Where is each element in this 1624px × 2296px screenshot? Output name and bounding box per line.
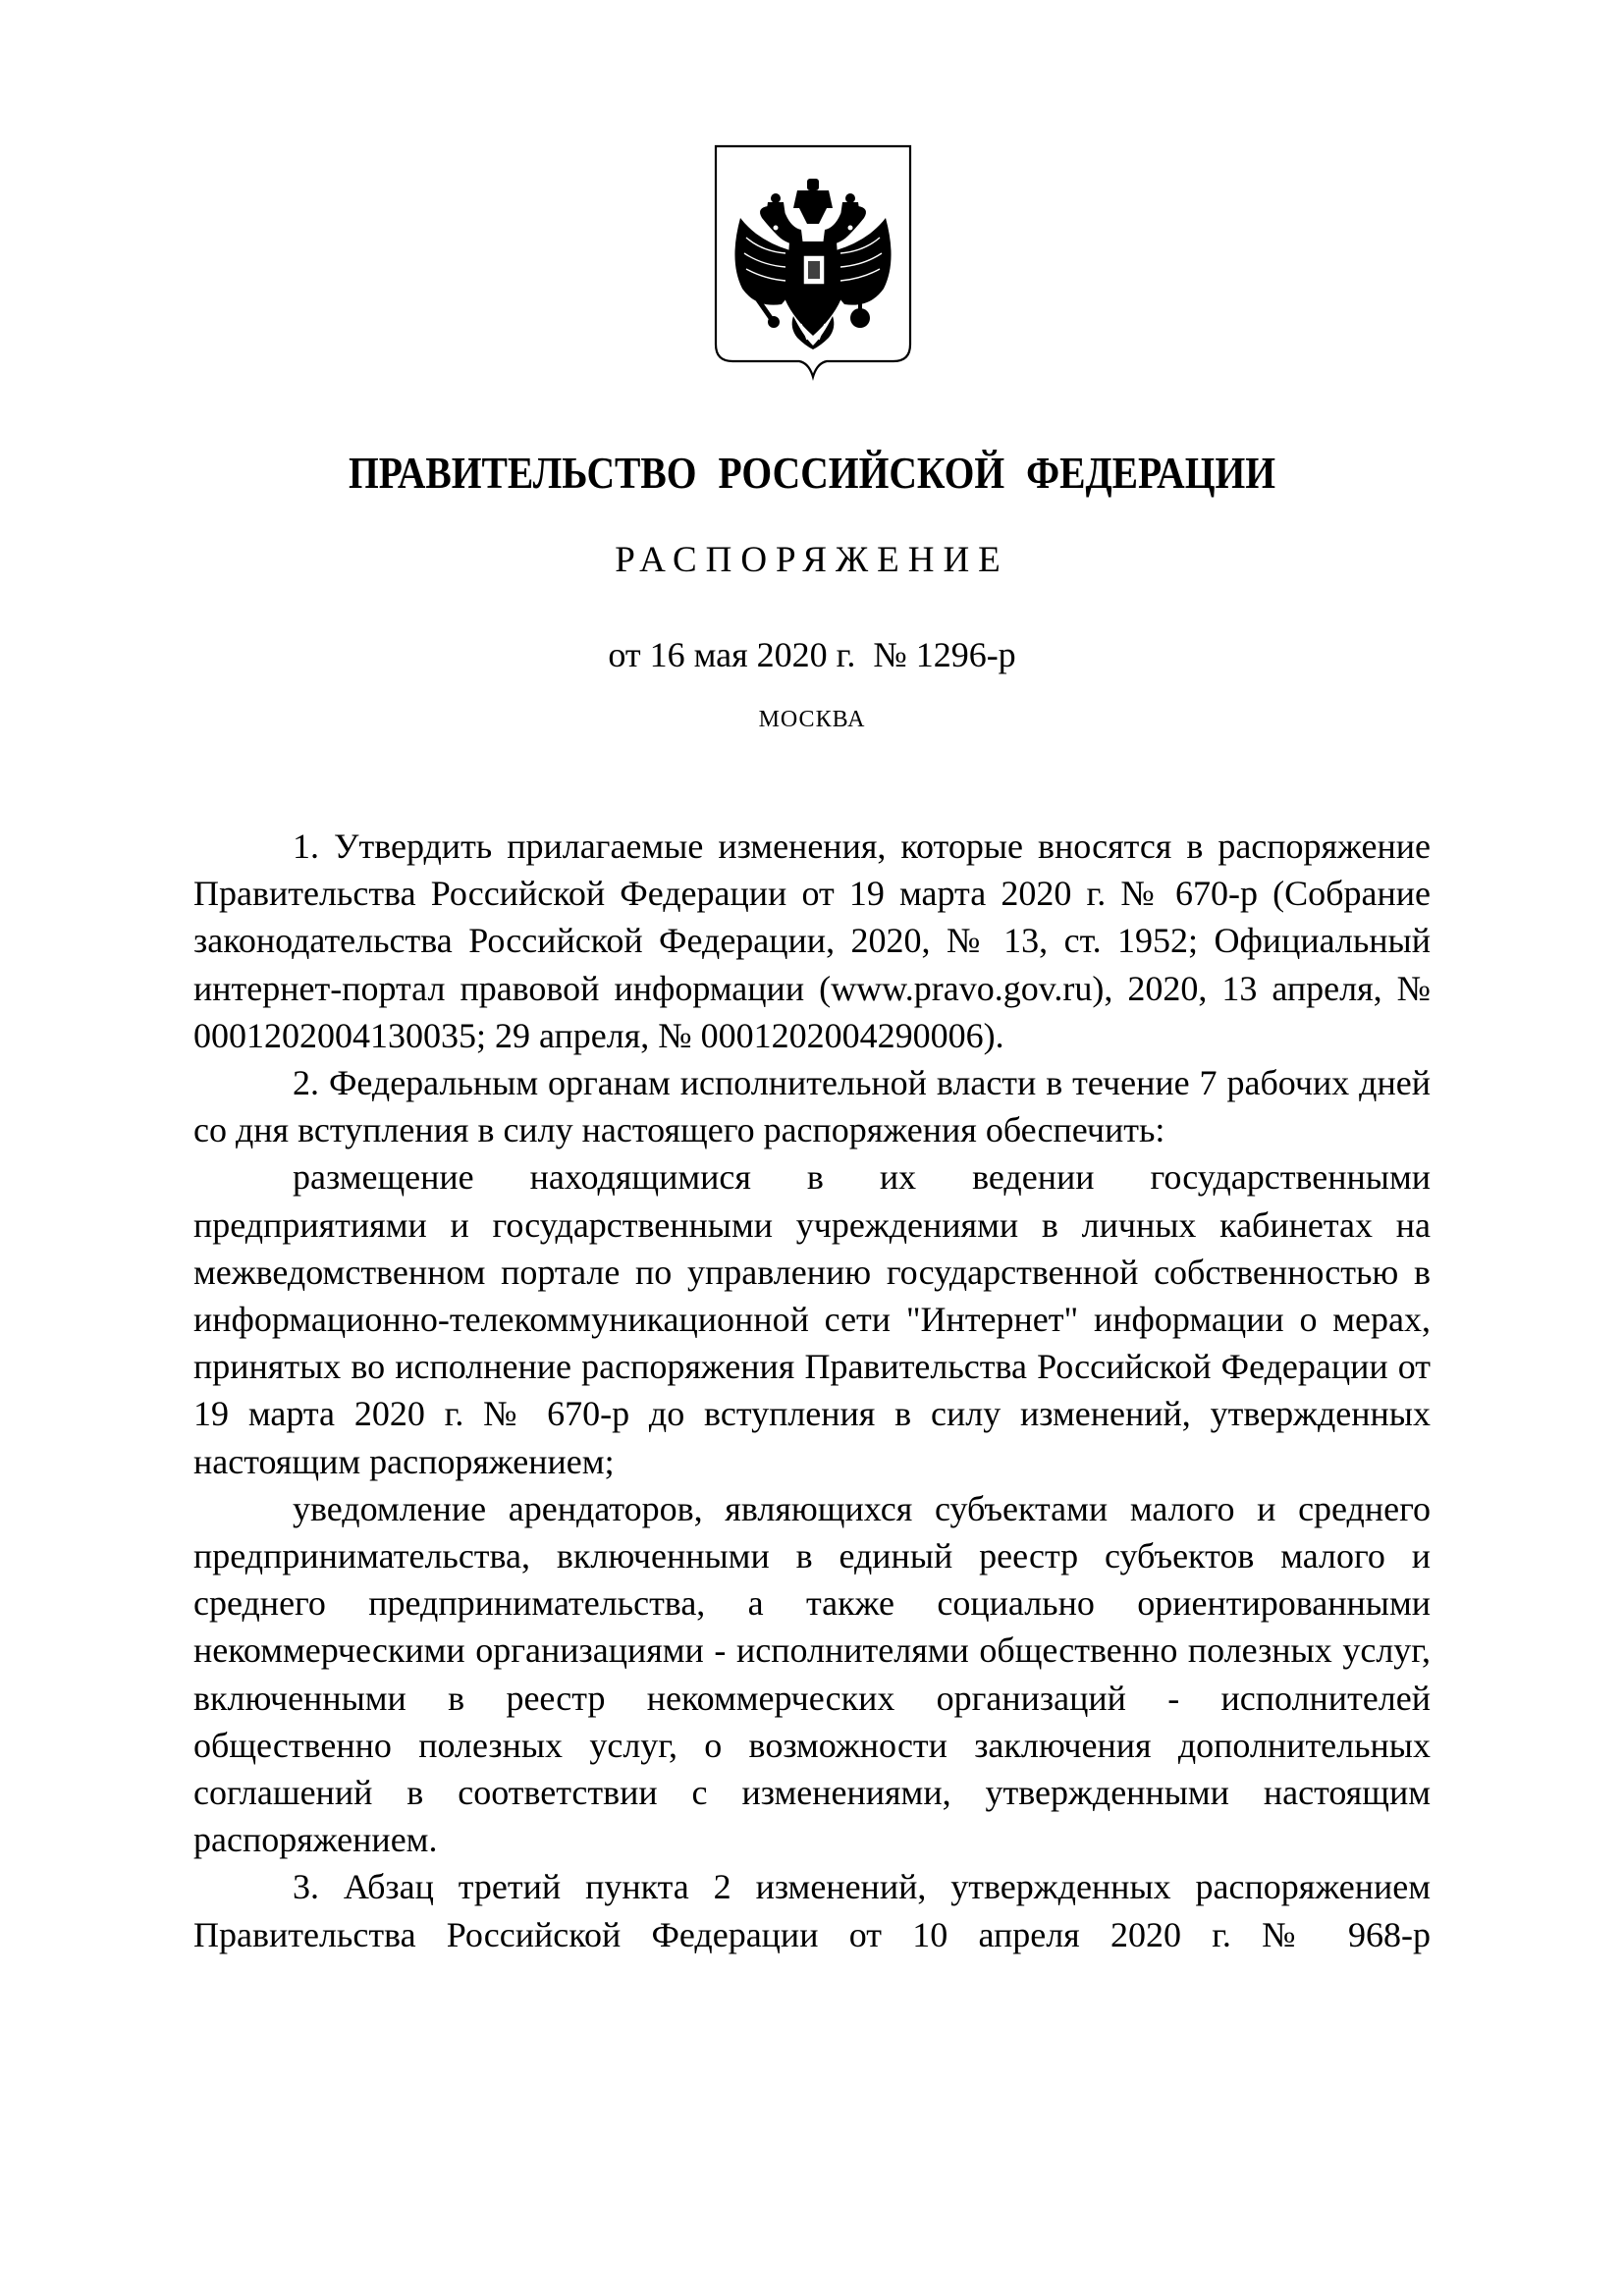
paragraph-2-item-placement: размещение находящимися в их ведении государственными предприятиями и государственными учреждениями в личных кабинетах на межведомственном портале по управлению государственной собственностью в информационно-телекоммуникационной сети "Интернет" информации о мерах, принятых во исполнение распоряжения Правительства Российской Федерации от 19 марта 2020 г. № 670-р до вступления в силу изменений, утвержденных настоящим распоряжением; <box>193 1157 1431 1481</box>
paragraph-3: 3. Абзац третий пункта 2 изменений, утвержденных распоряжением Правительства Российской Федерации от 10 апреля 2020 г. № 968-р <box>193 1867 1431 1954</box>
document-city: МОСКВА <box>758 707 866 732</box>
document-body <box>193 823 1431 1958</box>
russian-coat-of-arms-icon <box>713 143 913 383</box>
document-type: РАСПОРЯЖЕНИЕ <box>615 540 1009 580</box>
paragraph-2: 2. Федеральным органам исполнительной власти в течение 7 рабочих дней со дня вступления в силу настоящего распоряжения обеспечить: <box>193 1063 1431 1150</box>
paragraph-1: 1. Утвердить прилагаемые изменения, которые вносятся в распоряжение Правительства Российской Федерации от 19 марта 2020 г. № 670-р (Собрание законодательства Российской Федерации, 2020, № 13, ст. 1952; Официальный интернет-портал правовой информации (www.pravo.gov.ru), 2020, 13 апреля, № 0001202004130035; 29 апреля, № 0001202004290006). <box>193 827 1431 1055</box>
document-date-number: от 16 мая 2020 г. № 1296-р <box>608 635 1016 674</box>
government-title: ПРАВИТЕЛЬСТВО РОССИЙСКОЙ ФЕДЕРАЦИИ <box>348 448 1276 498</box>
paragraph-2-item-notification: уведомление арендаторов, являющихся субъектами малого и среднего предпринимательства, включенными в единый реестр субъектов малого и среднего предпринимательства, а также социально ориентированными некоммерческими организациями - исполнителями общественно полезных услуг, включенными в реестр некоммерческих организаций - исполнителей общественно полезных услуг, о возможности заключения дополнительных соглашений в соответствии с изменениями, утвержденными настоящим распоряжением. <box>193 1488 1431 1860</box>
